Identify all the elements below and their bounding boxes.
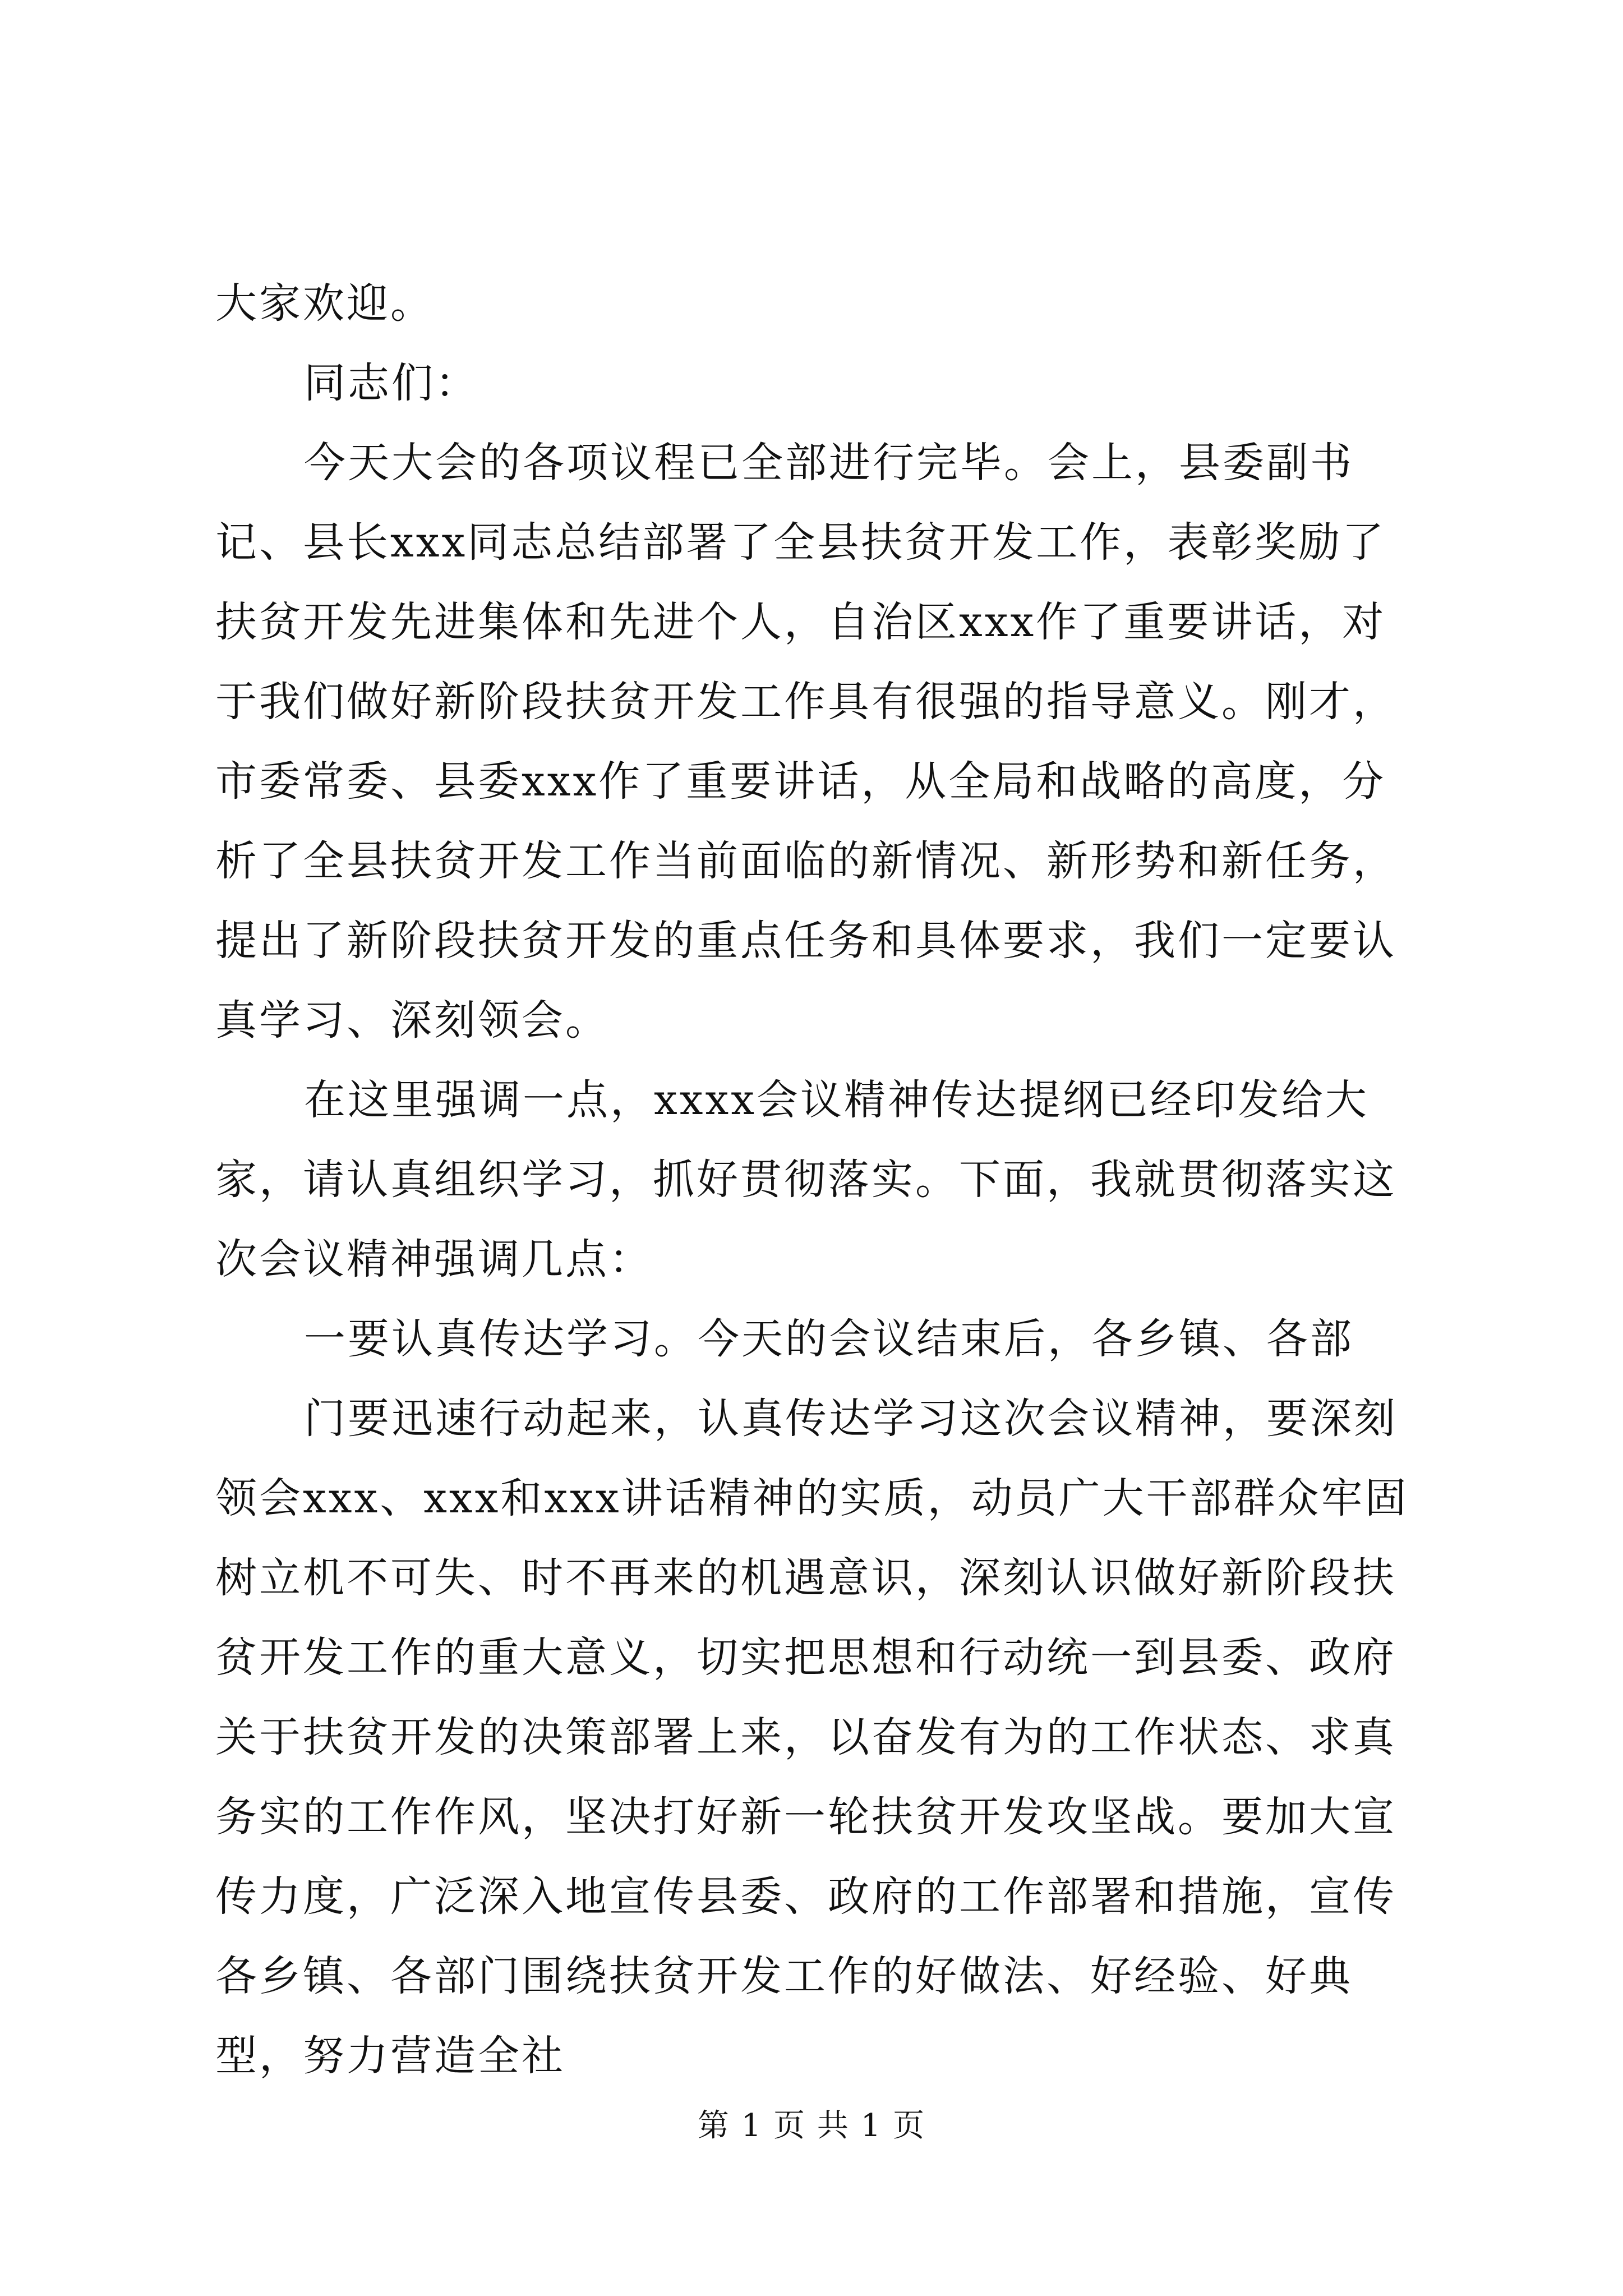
document-body <box>215 264 1427 2096</box>
paragraph: 今天大会的各项议程已全部进行完毕。会上，县委副书记、县长xxx同志总结部署了全县扶贫开发工作，表彰奖励了扶贫开发先进集体和先进个人，自治区xxx作了重要讲话，对于我们做好新阶段扶贫开发工作具有很强的指导意义。刚才，市委常委、县委xxx作了重要讲话，从全局和战略的高度，分析了全县扶贫开发工作当前面临的新情况、新形势和新任务，提出了新阶段扶贫开发的重点任务和具体要求，我们一定要认真学习、深刻领会。 <box>215 439 1396 1045</box>
paragraph: 大家欢迎。 <box>215 279 434 328</box>
paragraph: 一要认真传达学习。今天的会议结束后，各乡镇、各部 <box>304 1315 1354 1363</box>
paragraph: 门要迅速行动起来，认真传达学习这次会议精神，要深刻领会xxx、xxx和xxx讲话精神的实质，动员广大干部群众牢固树立机不可失、时不再来的机遇意识，深刻认识做好新阶段扶贫开发工作的重大意义，切实把思想和行动统一到县委、政府关于扶贫开发的决策部署上来，以奋发有为的工作状态、求真务实的工作作风，坚决打好新一轮扶贫开发攻坚战。要加大宣传力度，广泛深入地宣传县委、政府的工作部署和措施，宣传各乡镇、各部门围绕扶贫开发工作的好做法、好经验、好典型，努力营造全社 <box>215 1395 1409 2080</box>
paragraph: 在这里强调一点，xxxx会议精神传达提纲已经印发给大家，请认真组织学习，抓好贯彻落实。下面，我就贯彻落实这次会议精神强调几点： <box>215 1076 1396 1283</box>
page-footer <box>0 2106 1623 2146</box>
page-number-label: 第 1 页 共 1 页 <box>697 2108 926 2144</box>
paragraph: 同志们： <box>304 359 479 407</box>
